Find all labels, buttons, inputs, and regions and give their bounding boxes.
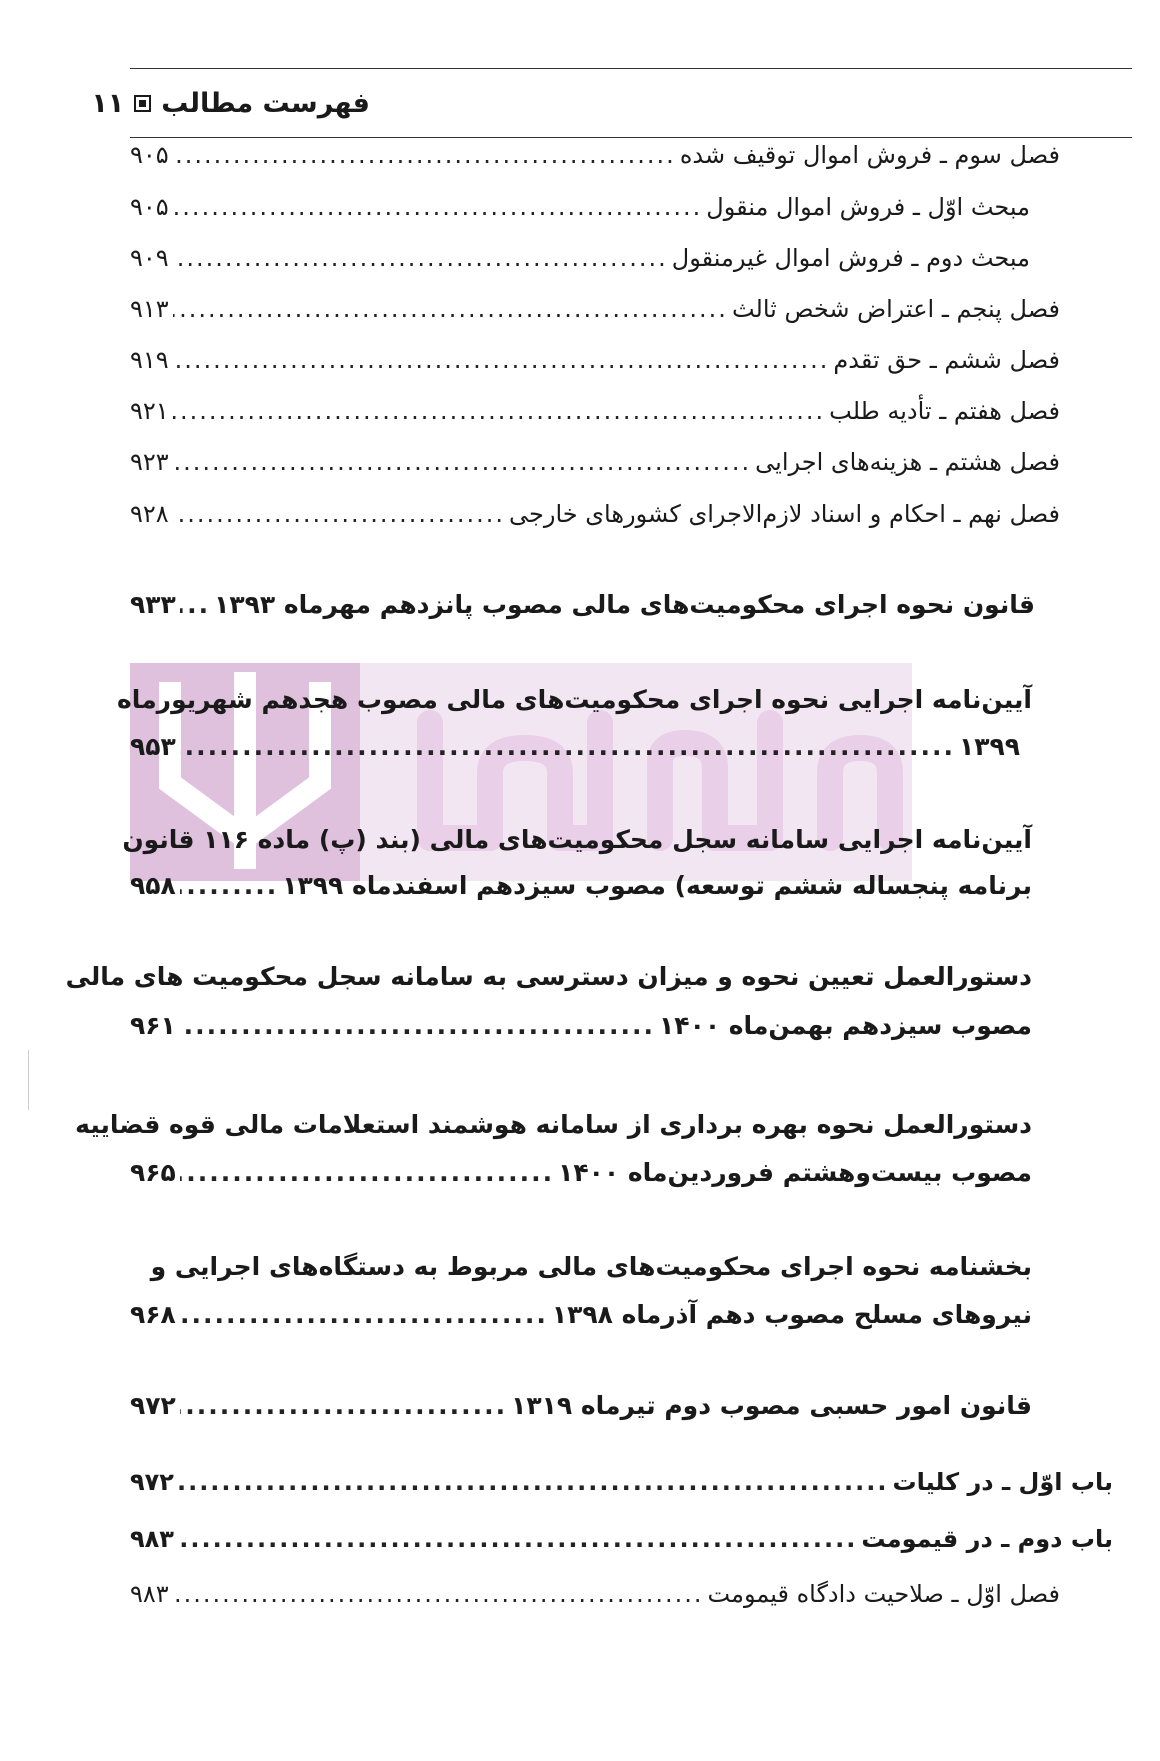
toc-entry-page: ۹۰۹ xyxy=(130,244,169,272)
toc-entry-page: ۹۰۵ xyxy=(130,141,169,169)
toc-entry-title: فصل نهم ـ احکام و اسناد لازم‌الاجرای کشورهای خارجی xyxy=(509,500,1060,528)
toc-entry[interactable] xyxy=(130,1580,1060,1608)
dot-leader xyxy=(173,141,676,169)
law-entry[interactable] xyxy=(130,1300,1032,1329)
dot-leader xyxy=(180,1300,548,1329)
law-entry-title: قانون نحوه اجرای محکومیت‌های مالی مصوب پانزدهم مهرماه ۱۳۹۳ xyxy=(214,590,1035,619)
law-entry-line1: آیین‌نامه اجرایی نحوه اجرای محکومیت‌های مالی مصوب هجدهم شهریورماه xyxy=(117,685,1032,714)
dot-leader xyxy=(173,295,728,323)
law-entry-title: قانون امور حسبی مصوب دوم تیرماه ۱۳۱۹ xyxy=(511,1391,1032,1420)
law-entry-page: ۹۶۸ xyxy=(130,1300,176,1329)
law-entry[interactable] xyxy=(130,590,1035,619)
toc-entry-title: مبحث دوم ـ فروش اموال غیرمنقول xyxy=(671,244,1030,272)
law-entry-line1: آیین‌نامه اجرایی سامانه سجل محکومیت‌های مالی (بند (پ) ماده ۱۱۶ قانون xyxy=(122,825,1032,854)
law-entry-title: نیروهای مسلح مصوب دهم آذرماه ۱۳۹۸ xyxy=(551,1300,1032,1329)
toc-entry[interactable] xyxy=(130,397,1060,425)
toc-entry-page: ۹۱۹ xyxy=(130,346,169,374)
toc-entry-title: باب دوم ـ در قیمومت xyxy=(861,1525,1113,1553)
header-rule xyxy=(130,137,1132,138)
toc-entry[interactable] xyxy=(130,295,1060,323)
dot-leader xyxy=(173,346,830,374)
law-entry-page: ۹۶۵ xyxy=(130,1158,176,1187)
toc-entry-title: فصل سوم ـ فروش اموال توقیف شده xyxy=(679,141,1060,169)
law-entry[interactable] xyxy=(130,1158,1032,1187)
law-entry-page: ۹۵۸ xyxy=(130,871,176,900)
law-entry[interactable] xyxy=(130,871,1032,900)
toc-entry-title: باب اوّل ـ در کلیات xyxy=(892,1468,1113,1496)
margin-mark xyxy=(28,1050,29,1110)
law-entry[interactable] xyxy=(130,1391,1032,1420)
law-entry-line1: دستورالعمل تعیین نحوه و میزان دسترسی به سامانه سجل محکومیت های مالی xyxy=(65,962,1032,991)
dot-leader xyxy=(173,244,668,272)
toc-entry[interactable] xyxy=(130,346,1060,374)
square-bullet-icon xyxy=(134,95,151,112)
toc-entry-page: ۹۲۸ xyxy=(130,500,169,528)
toc-entry-title: فصل ششم ـ حق تقدم xyxy=(833,346,1060,374)
header-page-number: ۱۱ xyxy=(91,88,125,119)
header-title: فهرست مطالب xyxy=(161,88,370,119)
toc-entry[interactable] xyxy=(130,244,1030,272)
toc-entry-title: فصل اوّل ـ صلاحیت دادگاه قیمومت xyxy=(707,1580,1060,1608)
toc-entry[interactable] xyxy=(130,1525,1113,1553)
toc-entry-title: مبحث اوّل ـ فروش اموال منقول xyxy=(706,193,1030,221)
toc-entry-title: فصل پنجم ـ اعتراض شخص ثالث xyxy=(731,295,1060,323)
dot-leader xyxy=(173,193,703,221)
toc-entry[interactable] xyxy=(130,500,1060,528)
toc-entry-page: ۹۸۳ xyxy=(130,1580,169,1608)
dot-leader xyxy=(180,590,210,619)
dot-leader xyxy=(173,500,505,528)
toc-entry-page: ۹۲۱ xyxy=(130,397,169,425)
law-entry-page: ۹۳۳ xyxy=(130,590,176,619)
law-entry-line1: بخشنامه نحوه اجرای محکومیت‌های مالی مربوط به دستگاه‌های اجرایی و xyxy=(150,1252,1032,1281)
toc-entry[interactable] xyxy=(130,1468,1113,1496)
dot-leader xyxy=(180,732,955,761)
law-entry-title: ۱۳۹۹ xyxy=(958,732,1020,761)
toc-entry-title: فصل هفتم ـ تأدیه طلب xyxy=(829,397,1060,425)
law-entry-page: ۹۵۳ xyxy=(130,732,176,761)
dot-leader xyxy=(173,1580,704,1608)
toc-entry-page: ۹۱۳ xyxy=(130,295,169,323)
toc-entry-page: ۹۰۵ xyxy=(130,193,169,221)
toc-entry[interactable] xyxy=(130,193,1030,221)
top-rule xyxy=(130,68,1132,69)
dot-leader xyxy=(173,397,825,425)
dot-leader xyxy=(178,1525,857,1553)
dot-leader xyxy=(180,871,279,900)
dot-leader xyxy=(180,1011,655,1040)
dot-leader xyxy=(178,1468,889,1496)
toc-entry-page: ۹۲۳ xyxy=(130,448,169,476)
dot-leader xyxy=(180,1158,554,1187)
page-header xyxy=(91,88,370,119)
law-entry-title: مصوب سیزدهم بهمن‌ماه ۱۴۰۰ xyxy=(659,1011,1032,1040)
toc-entry-page: ۹۷۲ xyxy=(130,1468,174,1496)
toc-entry[interactable] xyxy=(130,141,1060,169)
dot-leader xyxy=(173,448,752,476)
law-entry[interactable] xyxy=(130,732,1020,761)
toc-entry-title: فصل هشتم ـ هزینه‌های اجرایی xyxy=(755,448,1060,476)
law-entry-line1: دستورالعمل نحوه بهره برداری از سامانه هوشمند استعلامات مالی قوه قضاییه xyxy=(75,1110,1032,1139)
law-entry[interactable] xyxy=(130,1011,1032,1040)
toc-entry[interactable] xyxy=(130,448,1060,476)
law-entry-title: برنامه پنجساله ششم توسعه) مصوب سیزدهم اسفندماه ۱۳۹۹ xyxy=(282,871,1032,900)
dot-leader xyxy=(180,1391,507,1420)
law-entry-page: ۹۶۱ xyxy=(130,1011,176,1040)
law-entry-title: مصوب بیست‌وهشتم فروردین‌ماه ۱۴۰۰ xyxy=(558,1158,1032,1187)
law-entry-page: ۹۷۲ xyxy=(130,1391,176,1420)
toc-entry-page: ۹۸۳ xyxy=(130,1525,174,1553)
